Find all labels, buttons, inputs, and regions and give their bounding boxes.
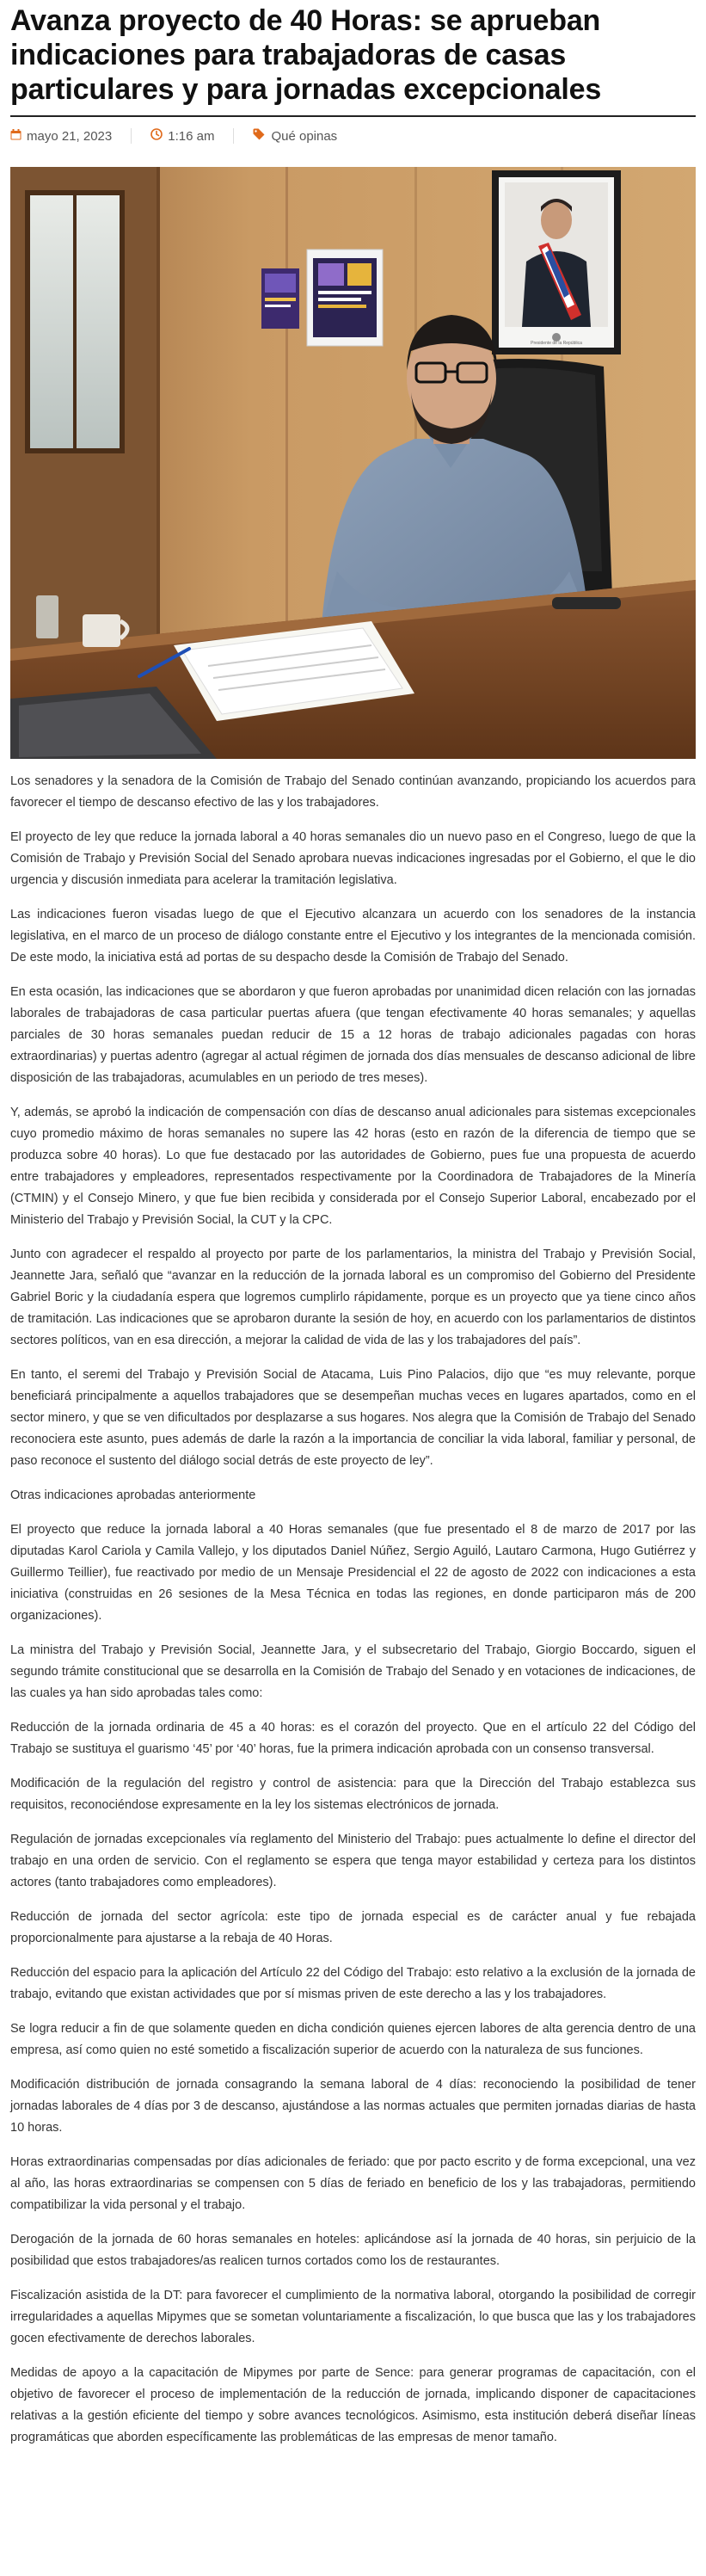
paragraph: Reducción de la jornada ordinaria de 45 a 40 horas: es el corazón del proyecto. Que en el artículo 22 del Código del Trabajo se sustituya el guarismo ‘45’ por ‘40’ horas, fue la primera indicación aprobada con un consenso transversal.: [10, 1721, 696, 1756]
paragraph: Se logra reducir a fin de que solamente queden en dicha condición quienes ejercen labores de alta gerencia dentro de una empresa, así como quien no esté sometido a fiscalización superior de acuerdo con la naturaleza de sus funciones.: [10, 2022, 696, 2057]
clock-icon: [150, 128, 163, 144]
paragraph: El proyecto que reduce la jornada laboral a 40 Horas semanales (que fue presentado el 8 de marzo de 2017 por las diputadas Karol Cariola y Camila Vallejo, y los diputados Daniel Núñez, Sergio Aguiló, Lautaro Carmona, Hugo Gutiérrez y Guillermo Teillier), fue reactivado por medio de un Mensaje Presidencial el 22 de agosto de 2022 con indicaciones a esta iniciativa (construidas en 26 sesiones de la Mesa Técnica en todas las regiones, en donde participaron más de 200 organizaciones).: [10, 1523, 696, 1623]
portrait-sash-caption: Presidente de la República: [531, 341, 582, 346]
time-meta: [150, 128, 214, 144]
article-time: 1:16 am: [168, 128, 215, 144]
office-photo: [10, 167, 696, 759]
paragraph: Fiscalización asistida de la DT: para favorecer el cumplimiento de la normativa laboral, otorgando la posibilidad de corregir irregularidades a aquellas Mipymes que se sometan voluntariamente a fiscalización, lo que busca que las y los trabajadores gocen efectivamente de derechos laborales.: [10, 2289, 696, 2345]
paragraph: Medidas de apoyo a la capacitación de Mipymes por parte de Sence: para generar programas de capacitación, con el objetivo de favorecer el proceso de implementación de la reducción de jornada, implicando disponer de capacitaciones relativas a la gestión eficiente del tiempo y sobre avances tecnológicos. Asimismo, esta institución deberá diseñar líneas programáticas que aborden específicamente las problemáticas de las empresas de menor tamaño.: [10, 2366, 696, 2444]
paragraph: Modificación de la regulación del registro y control de asistencia: para que la Dirección del Trabajo establezca sus requisitos, reconociéndose expresamente en la ley los sistemas electrónicos de jornada.: [10, 1777, 696, 1812]
featured-image: [10, 167, 696, 759]
paragraph: El proyecto de ley que reduce la jornada laboral a 40 horas semanales dio un nuevo paso en el Congreso, luego de que la Comisión de Trabajo y Previsión Social del Senado aprobara nuevas indicaciones ingresadas por el Gobierno, el que le dio urgencia y discusión inmediata para acelerar la tramitación legislativa.: [10, 830, 696, 887]
article-title: Avanza proyecto de 40 Horas: se aprueban indicaciones para trabajadoras de casas particulares y para jornadas excepcionales: [10, 4, 602, 106]
paragraph: Y, además, se aprobó la indicación de compensación con días de descanso anual adicionales para sistemas excepcionales cuyo promedio máximo de horas semanales no supere las 42 horas (esto en razón de la diferencia de tiempo que se produzca sobre 40 horas). Lo que fue destacado por las autoridades de Gobierno, pues fue una propuesta de acuerdo entre trabajadores y empleadores, representados respectivamente por la Coordinadora de Trabajadores de la Minería (CTMIN) y el Consejo Minero, y que fue bien recibida y considerada por el Consejo Superior Laboral, encabezado por el Ministerio del Trabajo y Previsión Social, la CUT y la CPC.: [10, 1106, 696, 1227]
paragraph: Modificación distribución de jornada consagrando la semana laboral de 4 días: reconociendo la posibilidad de tener jornadas laborales de 4 días por 3 de descanso, ajustándose a las normas actuales que permiten jornadas diarias de hasta 10 horas.: [10, 2078, 696, 2135]
paragraph: Derogación de la jornada de 60 horas semanales en hoteles: aplicándose así la jornada de 40 horas, sin perjuicio de la posibilidad que estos trabajadores/as realicen turnos cortados como los de restaurantes.: [10, 2233, 696, 2268]
meta-separator: [233, 128, 234, 144]
article: [0, 3, 706, 2449]
calendar-icon: [10, 129, 21, 144]
section-subheading: Otras indicaciones aprobadas anteriormente: [10, 1488, 256, 1502]
meta-separator: [131, 128, 132, 144]
paragraph: En tanto, el seremi del Trabajo y Previsión Social de Atacama, Luis Pino Palacios, dijo que “es muy relevante, porque beneficiará principalmente a aquellos trabajadores que se desempeñan muchas veces en lugares apartados, como en el sector minero, y que se ven dificultados por desplazarse a sus hogares. Nos alegra que la Comisión de Trabajo del Senado reconociera este asunto, pues además de darle la razón a la importancia de conciliar la vida laboral, familiar y personal, de paso reconoce el sustento del diálogo social detrás de este proyecto de ley”.: [10, 1368, 696, 1468]
tag-icon: [253, 128, 266, 144]
category-meta[interactable]: [253, 128, 337, 144]
paragraph: La ministra del Trabajo y Previsión Social, Jeannette Jara, y el subsecretario del Trabajo, Giorgio Boccardo, siguen el segundo trámite constitucional que se desarrolla en la Comisión de Trabajo del Senado y en votaciones de indicaciones, de las cuales ya han sido aprobadas tales como:: [10, 1643, 696, 1700]
paragraph: Junto con agradecer el respaldo al proyecto por parte de los parlamentarios, la ministra del Trabajo y Previsión Social, Jeannette Jara, señaló que “avanzar en la reducción de la jornada laboral es un compromiso del Gobierno del Presidente Gabriel Boric y la ciudadanía espera que logremos cumplirlo rápidamente, porque es un proyecto que ya tiene cinco años de tramitación. Las indicaciones que se aprobaron durante la sesión de hoy, en acuerdo con los parlamentarios de distintos sectores políticos, van en esa dirección, a mejorar la calidad de vida de las y los trabajadores del país”.: [10, 1248, 696, 1347]
paragraph: Regulación de jornadas excepcionales vía reglamento del Ministerio del Trabajo: pues actualmente lo define el director del trabajo en una orden de servicio. Con el reglamento se espera que tenga mayor estabilidad y certeza para los distintos actores (tanto trabajadores como empleadores).: [10, 1833, 696, 1889]
article-date: mayo 21, 2023: [27, 128, 113, 144]
paragraph: Los senadores y la senadora de la Comisión de Trabajo del Senado continúan avanzando, propiciando los acuerdos para favorecer el tiempo de descanso efectivo de las y los trabajadores.: [10, 774, 696, 810]
paragraph: Reducción del espacio para la aplicación del Artículo 22 del Código del Trabajo: esto relativo a la exclusión de la jornada de trabajo, evitando que existan actividades que por sí mismas priven de este derecho a las y los trabajadores.: [10, 1966, 696, 2001]
paragraph: Horas extraordinarias compensadas por días adicionales de feriado: que por pacto escrito y de forma excepcional, una vez al año, las horas extraordinarias se compensen con 5 días de feriado en beneficio de los y las trabajadoras, permitiendo compatibilizar la vida personal y el trabajo.: [10, 2155, 696, 2212]
paragraph: En esta ocasión, las indicaciones que se abordaron y que fueron aprobadas por unanimidad dicen relación con las jornadas laborales de trabajadoras de casa particular puertas afuera (que tengan efectivamente 40 horas semanales; y aquellas parciales de 30 horas semanales puedan reducir de 15 a 12 horas de trabajo adicionales pagadas con horas extraordinarias) y puertas adentro (agregar al actual régimen de jornada dos días mensuales de descanso adicional de libre disposición de las trabajadoras, acumulables en un periodo de tres meses).: [10, 985, 696, 1085]
article-body: [10, 771, 696, 2449]
date-meta: [10, 129, 112, 144]
category-link[interactable]: Qué opinas: [271, 128, 338, 144]
article-meta: [10, 117, 696, 155]
paragraph: Reducción de jornada del sector agrícola: este tipo de jornada especial es de carácter anual y fue rebajada proporcionalmente para ajustarse a la rebaja de 40 Horas.: [10, 1910, 696, 1945]
paragraph: Las indicaciones fueron visadas luego de que el Ejecutivo alcanzara un acuerdo con los senadores de la instancia legislativa, en el marco de un proceso de diálogo constante entre el Ejecutivo y los integrantes de la mencionada comisión. De este modo, la iniciativa está ad portas de su despacho desde la Comisión de Trabajo del Senado.: [10, 908, 696, 964]
